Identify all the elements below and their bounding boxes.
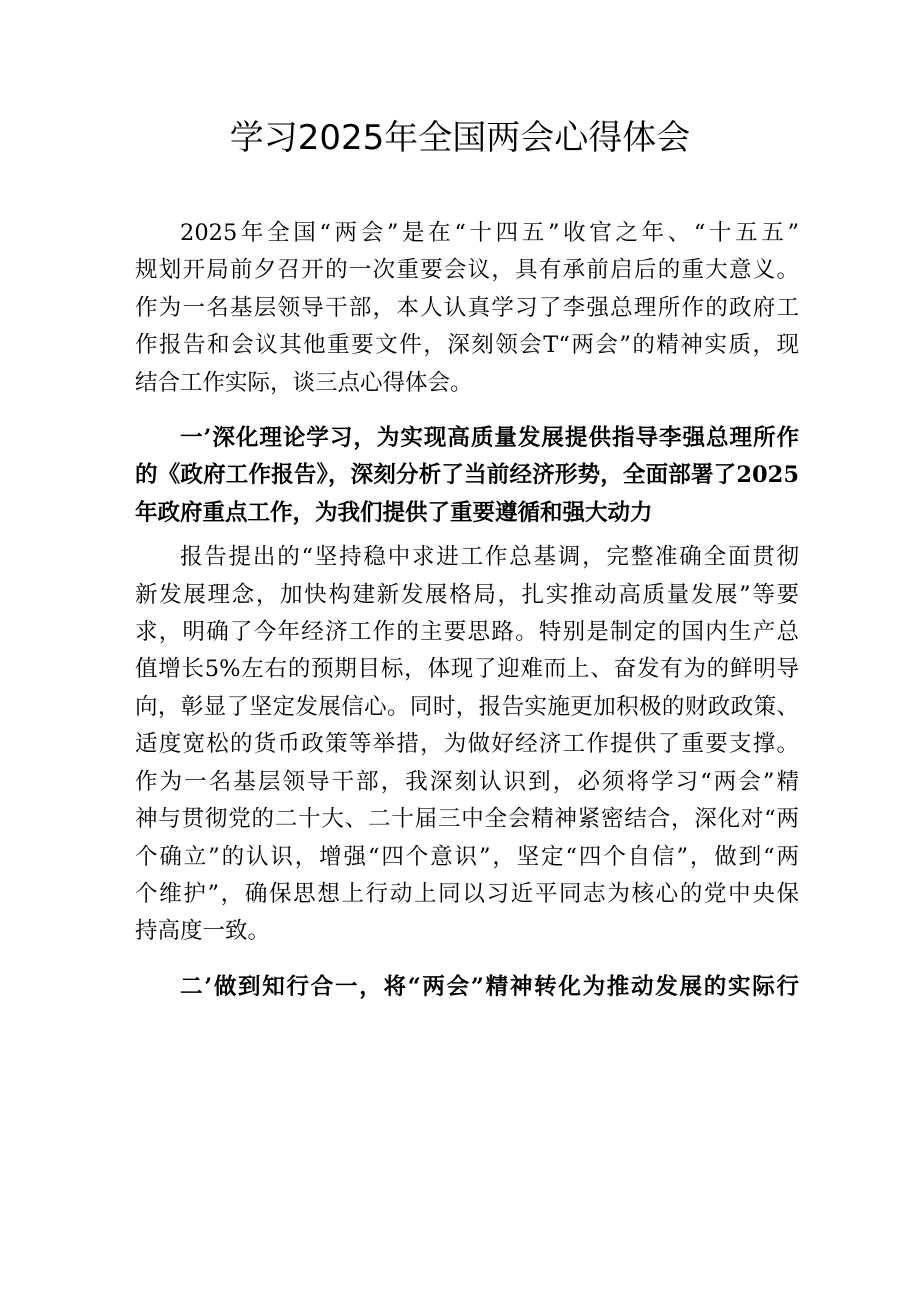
text-line: 适度宽松的货币政策等举措，为做好经济工作提供了重要支撑。 xyxy=(135,731,799,758)
document-body xyxy=(135,215,799,1006)
paragraph-intro xyxy=(135,215,799,402)
heading-line: 的《政府工作报告》，深刻分析了当前经济形势，全面部署了2025 xyxy=(135,462,799,489)
heading-line: 二’做到知行合一，将“两会”精神转化为推动发展的实际行 xyxy=(180,973,799,1000)
text-line: 作报告和会议其他重要文件，深刻领会T“两会”的精神实质，现 xyxy=(135,332,799,359)
text-line: 作为一名基层领导干部，本人认真学习了李强总理所作的政府工 xyxy=(135,294,799,321)
text-line: 结合工作实际，谈三点心得体会。 xyxy=(135,369,473,396)
text-line: 报告提出的“坚持稳中求进工作总基调，完整准确全面贯彻 xyxy=(180,544,799,571)
document-title: 学习2025年全国两会心得体会 xyxy=(229,118,691,158)
text-line: 个确立”的认识，增强“四个意识”，坚定“四个自信”，做到“两 xyxy=(135,843,799,870)
text-line: 2025年全国“两会”是在“十四五”收官之年、“十五五” xyxy=(180,220,799,246)
text-line: 向，彰显了坚定发展信心。同时，报告实施更加积极的财政政策、 xyxy=(135,693,799,720)
text-line: 持高度一致。 xyxy=(135,918,271,945)
text-line: 新发展理念，加快构建新发展格局，扎实推动高质量发展”等要 xyxy=(135,581,799,608)
text-line: 个维护”，确保思想上行动上同以习近平同志为核心的党中央保 xyxy=(135,880,799,907)
text-line: 神与贯彻党的二十大、二十届三中全会精神紧密结合，深化对“两 xyxy=(135,806,799,833)
heading-line: 年政府重点工作，为我们提供了重要遵循和强大动力 xyxy=(135,499,653,526)
text-line: 规划开局前夕召开的一次重要会议，具有承前启后的重大意义。 xyxy=(135,257,799,284)
paragraph-report xyxy=(135,539,799,950)
text-line: 作为一名基层领导干部，我深刻认识到，必须将学习“两会”精 xyxy=(135,768,799,795)
heading-line: 一’深化理论学习，为实现高质量发展提供指导李强总理所作 xyxy=(180,425,799,452)
text-line: 求，明确了今年经济工作的主要思路。特别是制定的国内生产总 xyxy=(135,619,799,646)
text-line: 值增长5%左右的预期目标，体现了迎难而上、奋发有为的鲜明导 xyxy=(135,656,799,683)
section-heading-one xyxy=(135,420,799,532)
section-heading-two xyxy=(135,969,799,1006)
